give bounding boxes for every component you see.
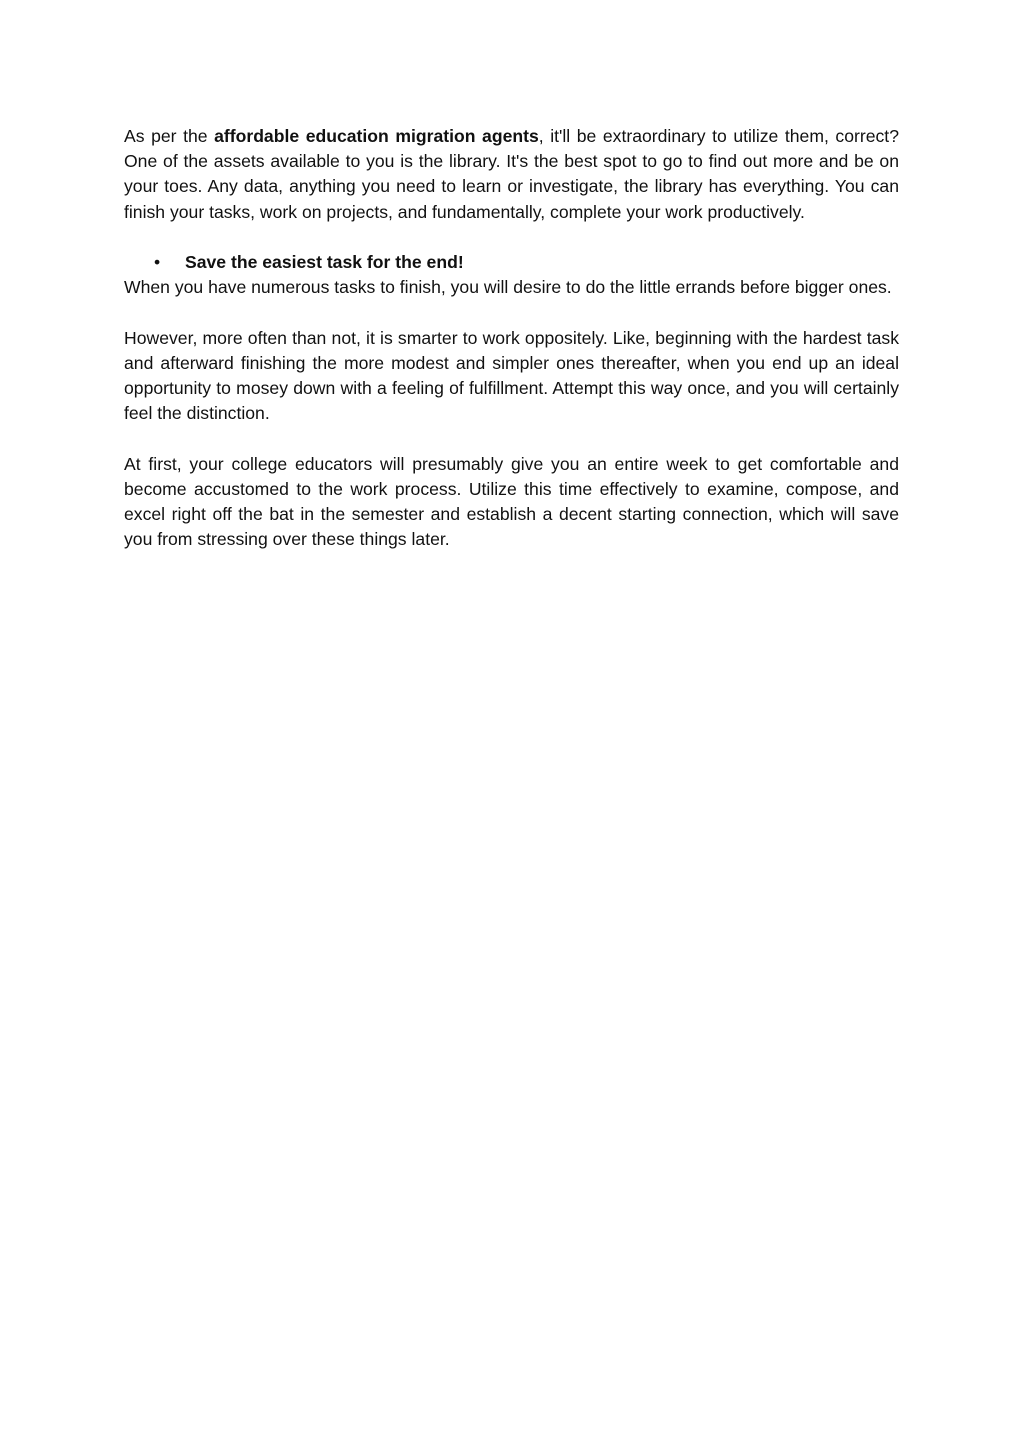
bullet-dot-icon: • [154,252,161,272]
paragraph-spacer [124,300,899,325]
intro-paragraph [124,124,899,225]
bullet-heading-text: Save the easiest task for the end! [185,252,464,272]
bold-keyword: affordable education migration agents [214,126,539,146]
opposite-work-paragraph: However, more often than not, it is smarter to work oppositely. Like, beginning with the hardest task and afterward finishing the more modest and simpler ones thereafter, when you end up an ideal opportunity to mosey down with a feeling of fulfillment. Attempt this way once, and you will certainly feel the distinction. [124,327,899,424]
bullet-heading [124,250,899,275]
document-body [124,124,899,552]
intro-text-rest: , it'll be extraordinary to utilize them, correct? One of the assets available to you is the library. It's the best spot to go to find out more and be on your toes. Any data, anything you need to learn or investigate, the library has everything. You can finish your tasks, work on projects, and fundamentally, complete your work productively. [124,126,899,222]
tasks-paragraph: When you have numerous tasks to finish, you will desire to do the little errands before bigger ones. [124,277,892,298]
first-week-paragraph: At first, your college educators will presumably give you an entire week to get comfortable and become accustomed to the work process. Utilize this time effectively to examine, compose, and excel right off the bat in the semester and establish a decent starting connection, which will save you from stressing over these things later. [124,453,899,550]
paragraph-spacer [124,225,899,250]
paragraph-spacer [124,426,899,451]
intro-text-start: As per the [124,126,215,146]
